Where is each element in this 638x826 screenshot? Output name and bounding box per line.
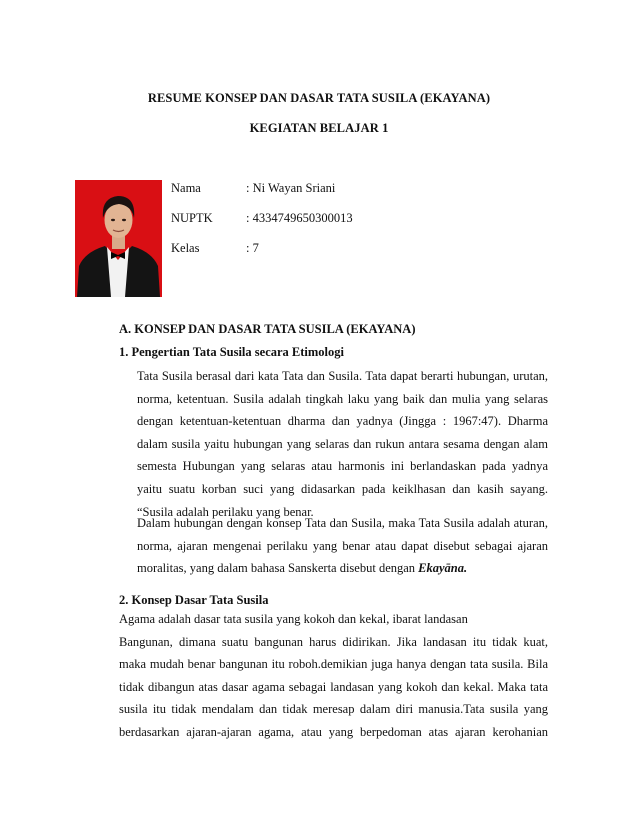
section-a-heading: A. KONSEP DAN DASAR TATA SUSILA (EKAYANA) — [119, 322, 416, 336]
kelas-value: : 7 — [246, 241, 259, 255]
document-subtitle: KEGIATAN BELAJAR 1 — [249, 121, 389, 135]
etymology-paragraph: Tata Susila berasal dari kata Tata dan Susila. Tata dapat berarti hubungan, urutan, norma, ketentuan. Susila adalah tingkah laku yang baik dan mulia yang selaras dengan ketentuan-ketentuan dharma dan yadnya (Jingga : 1967:47). Dharma dalam susila yaitu hubungan yang selaras dan rukun antara sesama dengan alam semesta Hubungan yang selaras atau harmonis ini berlandaskan pada yadnya yaitu suatu korban suci yang didasarkan pada keiklhasan dan kasih sayang. “Susila adalah perilaku yang benar. — [137, 369, 548, 519]
ekayana-term: Ekayāna. — [418, 561, 468, 576]
konsep-dasar-first-line: Agama adalah dasar tata susila yang kokoh dan kekal, ibarat landasan — [119, 612, 468, 626]
konsep-dasar-block — [119, 608, 548, 744]
moralitas-text: Dalam hubungan dengan konsep Tata dan Susila, maka Tata Susila adalah aturan, norma, ajaran mengenai perilaku yang benar atau dapat disebut sebagai ajaran moralitas, yang dalam bahasa Sanskerta disebut dengan — [137, 516, 548, 576]
nama-value: : Ni Wayan Sriani — [246, 181, 336, 195]
nuptk-label: NUPTK — [171, 211, 213, 225]
subsection-1-heading: 1. Pengertian Tata Susila secara Etimologi — [119, 345, 344, 359]
subsection-2-heading: 2. Konsep Dasar Tata Susila — [119, 593, 269, 607]
konsep-dasar-paragraph: Bangunan, dimana suatu bangunan harus didirikan. Jika landasan itu tidak kuat, maka mudah benar bangunan itu roboh.demikian juga hanya dengan tata susila. Bila tidak dibangun atas dasar agama sebagai landasan yang kokoh dan kekal. Maka tata susila itu tidak mendalam dan tidak meresap dalam diri manusia.Tata susila yang berdasarkan ajaran-ajaran agama, atau yang berpedoman atas ajaran kerohanian — [119, 634, 548, 739]
kelas-label: Kelas — [171, 241, 200, 255]
document-title: RESUME KONSEP DAN DASAR TATA SUSILA (EKAYANA) — [147, 91, 491, 105]
nuptk-value: : 4334749650300013 — [246, 211, 353, 225]
profile-photo — [75, 180, 162, 297]
moralitas-paragraph — [137, 512, 548, 580]
nama-label: Nama — [171, 181, 201, 195]
